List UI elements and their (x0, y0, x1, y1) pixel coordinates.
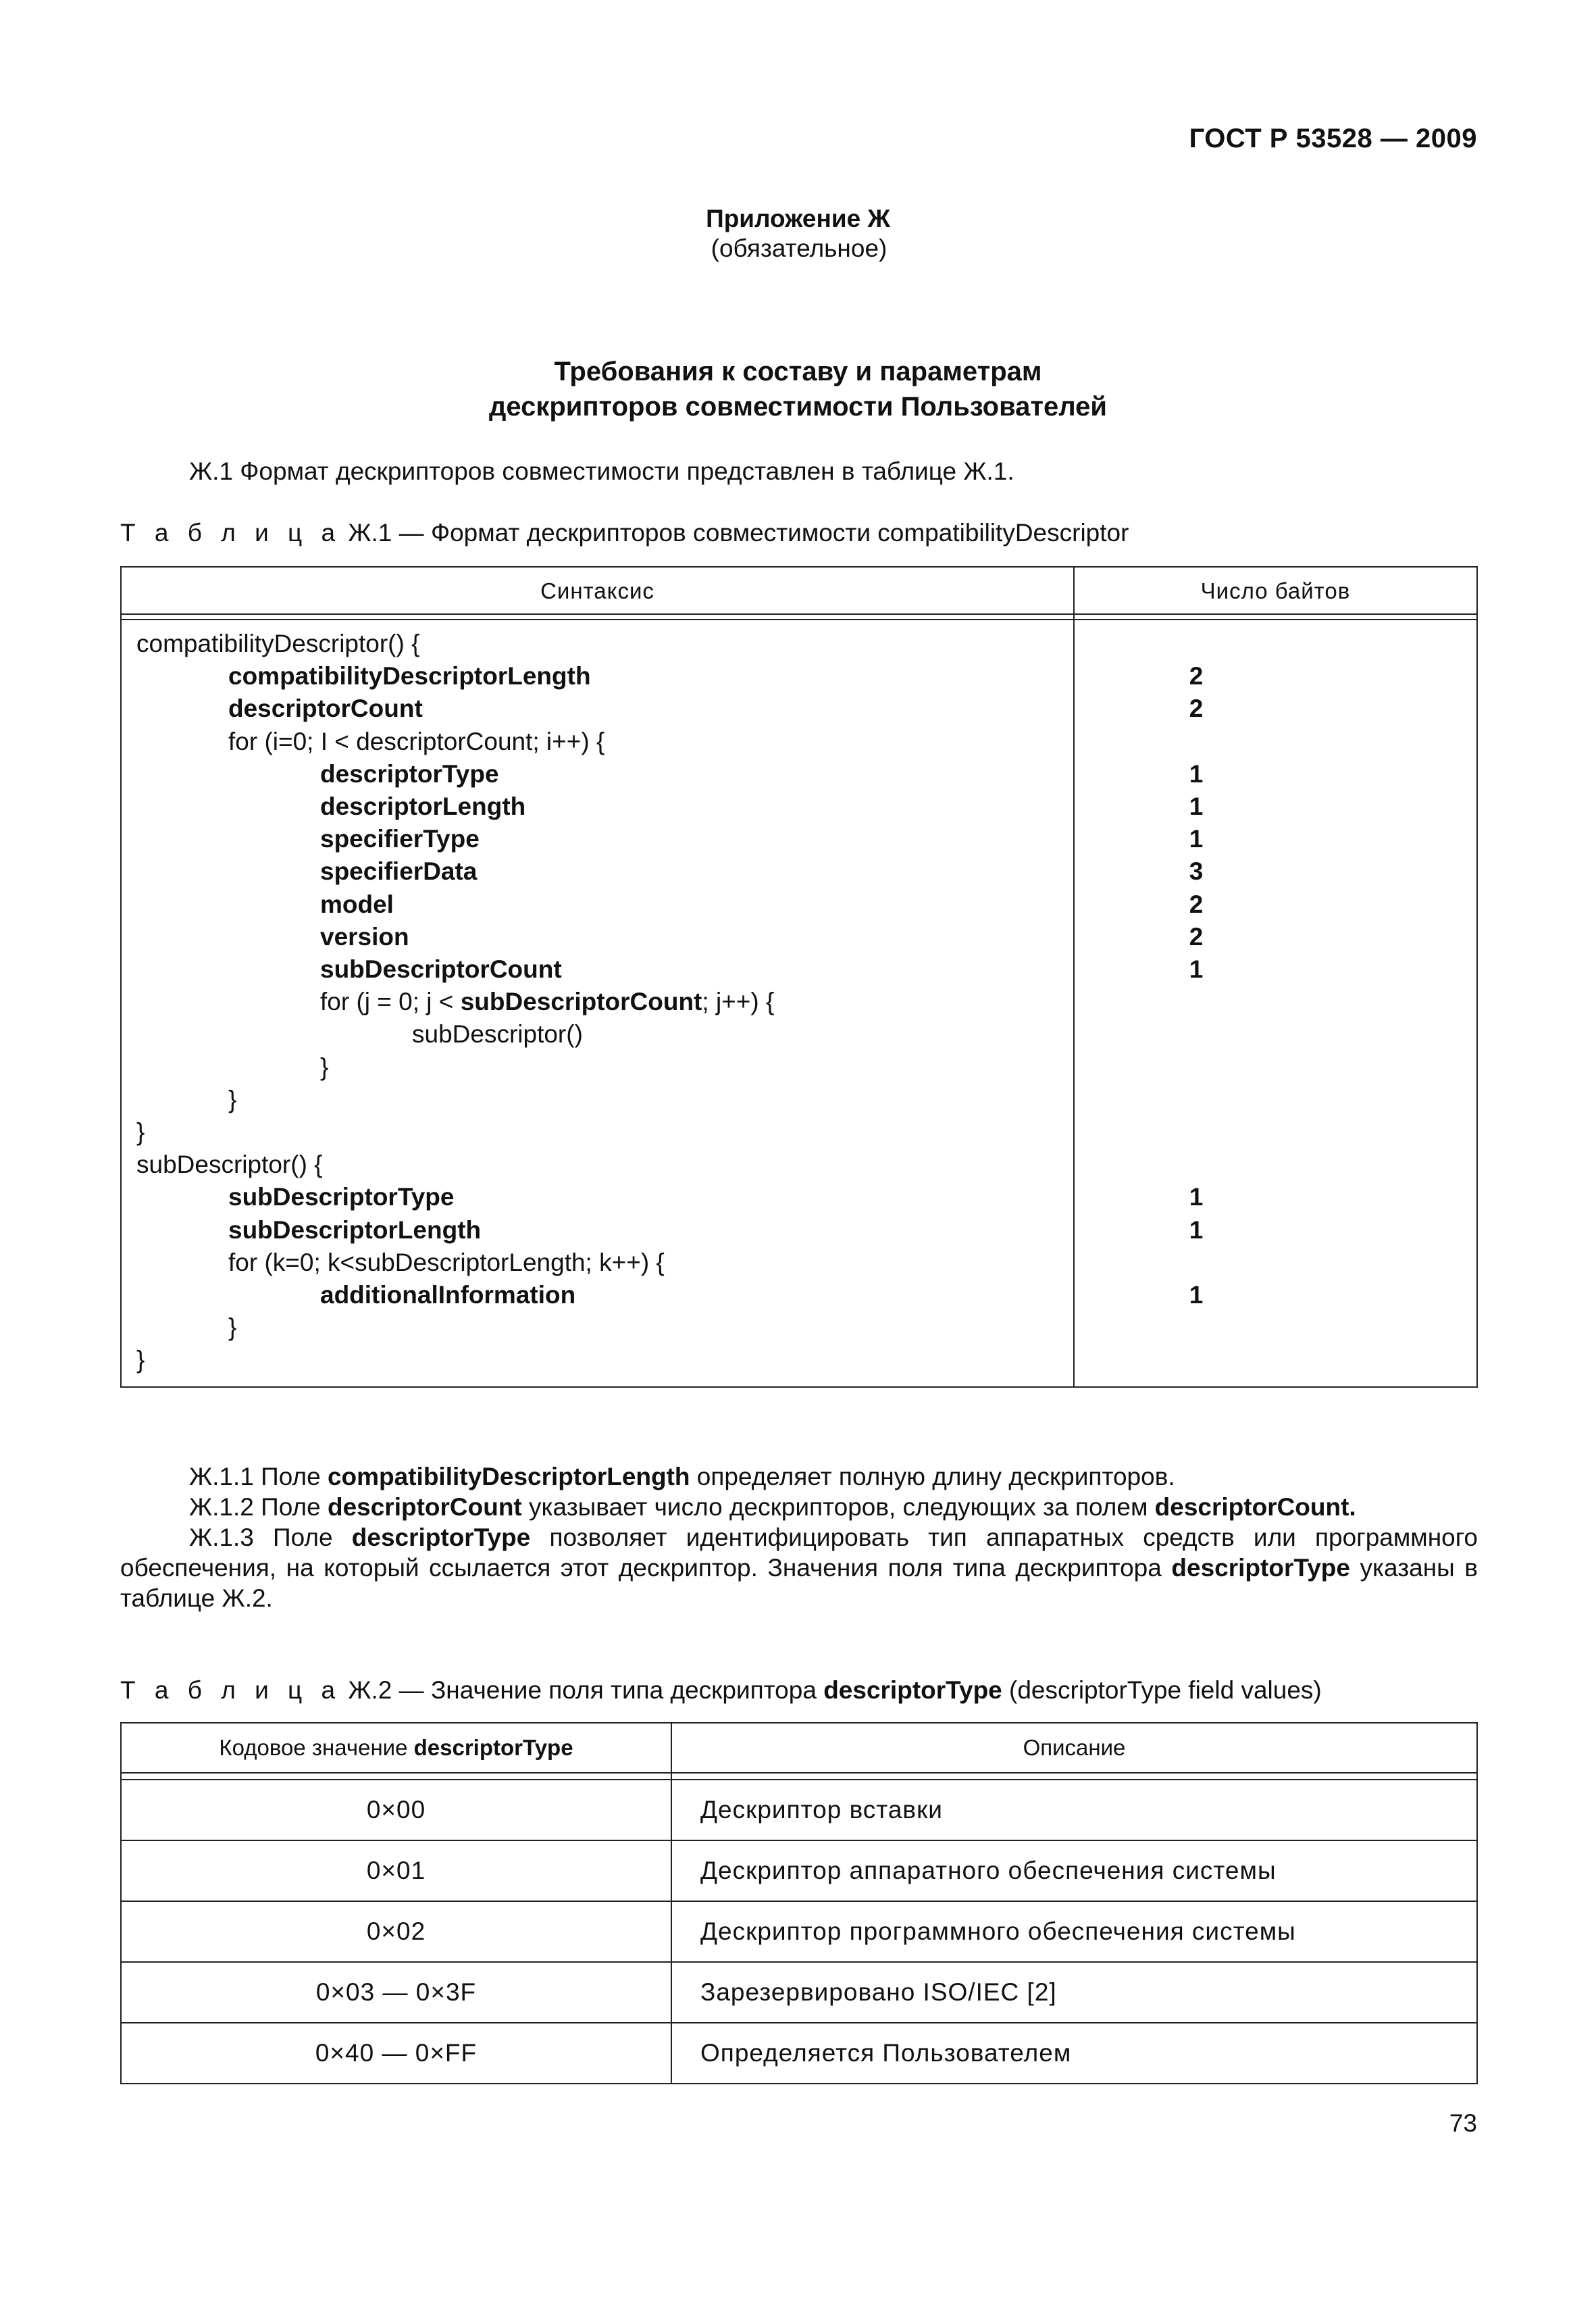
syntax-line: descriptorCount (228, 695, 423, 723)
syntax-table (120, 566, 1478, 1388)
syntax-line: version (320, 922, 409, 951)
byte-count: 1 (1189, 825, 1204, 853)
syntax-line: descriptorLength (320, 793, 526, 820)
annex-status: (обязательное) (711, 234, 887, 262)
descriptor-type-table (120, 1722, 1478, 2084)
table1-caption-text: Ж.1 — Формат дескрипторов совместимости compatibilityDescriptor (348, 519, 1129, 547)
syntax-line: additionalInformation (320, 1281, 576, 1309)
table1-header-rule-2 (122, 619, 1476, 620)
byte-count: 2 (1189, 695, 1204, 723)
description-cell: Дескриптор вставки (671, 1780, 1477, 1840)
description-cell: Дескриптор аппаратного обеспечения системы (671, 1840, 1477, 1901)
syntax-line: descriptorType (320, 759, 499, 788)
byte-count: 2 (1189, 662, 1204, 690)
description-cell: Определяется Пользователем (671, 2023, 1477, 2084)
syntax-line-part: ; j++) { (702, 988, 775, 1016)
code-value-cell: 0×02 (121, 1901, 671, 1962)
table2-sep-cell-1 (121, 1773, 671, 1780)
table1-header-bytes: Число байтов (1200, 578, 1351, 603)
p2-pre: Ж.1.2 Поле (189, 1493, 328, 1521)
p2-term2: descriptorCount. (1154, 1493, 1356, 1521)
table2-sep-cell-2 (671, 1773, 1477, 1780)
table-row (121, 1780, 1477, 1840)
intro-paragraph: Ж.1 Формат дескрипторов совместимости представлен в таблице Ж.1. (189, 457, 1014, 485)
p2-mid: указывает число дескрипторов, следующих за полем (521, 1493, 1155, 1521)
code-value-cell: 0×03 — 0×3F (121, 1962, 671, 2023)
syntax-line: } (228, 1313, 237, 1342)
byte-count: 1 (1189, 1183, 1204, 1211)
table2-caption (120, 1676, 1322, 1705)
paragraph-1-3 (120, 1522, 1478, 1613)
table1-header-syntax: Синтаксис (540, 578, 654, 603)
p3-mid: позволяет идентифицировать тип аппаратных средств или программного обеспечения, на который ссылается этот дескриптор. Значения поля типа дескриптора (120, 1524, 1478, 1582)
byte-count: 3 (1189, 857, 1204, 886)
annex-title: Приложение Ж (706, 205, 890, 232)
byte-count: 1 (1189, 1281, 1204, 1309)
table2-header-row (121, 1723, 1477, 1773)
p3-term2: descriptorType (1171, 1554, 1350, 1582)
syntax-line: } (136, 1346, 145, 1374)
syntax-line: specifierData (320, 857, 478, 886)
syntax-line: } (228, 1085, 237, 1113)
table-row (121, 2023, 1477, 2084)
syntax-line: for (i=0; I < descriptorCount; i++) { (228, 727, 605, 755)
syntax-line: } (320, 1053, 329, 1081)
code-value-cell: 0×00 (121, 1780, 671, 1840)
p2-term: descriptorCount (327, 1493, 522, 1521)
syntax-line: compatibilityDescriptor() { (136, 630, 420, 657)
syntax-line: subDescriptorCount (320, 955, 562, 983)
syntax-line (320, 988, 774, 1020)
syntax-line-part: subDescriptorCount (460, 988, 702, 1016)
table-row (121, 1962, 1477, 2023)
table1-caption-prefix: Т а б л и ц а (120, 519, 342, 547)
syntax-line: for (k=0; k<subDescriptorLength; k++) { (228, 1248, 665, 1276)
syntax-line: specifierType (320, 825, 480, 853)
p1-post: определяет полную длину дескрипторов. (690, 1463, 1175, 1490)
syntax-line: subDescriptorLength (228, 1215, 482, 1244)
syntax-line-part: for (j = 0; j < (320, 988, 461, 1016)
byte-count: 1 (1189, 759, 1204, 788)
byte-count: 1 (1189, 955, 1204, 983)
main-title-line-2: дескрипторов совместимости Пользователей (489, 392, 1107, 422)
p3-post: указаны в таблице Ж.2. (120, 1554, 1478, 1612)
standard-number: ГОСТ Р 53528 — 2009 (1189, 124, 1477, 153)
syntax-line: subDescriptorType (228, 1183, 455, 1211)
code-value-cell: 0×40 — 0×FF (121, 2023, 671, 2084)
p1-pre: Ж.1.1 Поле (189, 1463, 328, 1490)
byte-count: 1 (1189, 1215, 1204, 1244)
table2-header-code-pre: Кодовое значение (219, 1735, 414, 1760)
paragraph-1-2 (120, 1492, 1547, 1522)
p3-term: descriptorType (351, 1524, 531, 1551)
table-row (121, 1840, 1477, 1901)
syntax-line: subDescriptor() (412, 1020, 583, 1049)
byte-count: 2 (1189, 890, 1204, 918)
p3-pre: Ж.1.3 Поле (189, 1524, 352, 1551)
table2-caption-prefix: Т а б л и ц а (120, 1676, 342, 1704)
syntax-line: subDescriptor() { (136, 1151, 323, 1179)
byte-count: 2 (1189, 922, 1204, 951)
main-title-line-1: Требования к составу и параметрам (554, 357, 1042, 386)
table-row (121, 1901, 1477, 1962)
table2-header-code-term: descriptorType (413, 1735, 573, 1760)
p1-term: compatibilityDescriptorLength (327, 1463, 690, 1490)
table1-caption (120, 519, 1129, 547)
syntax-line: model (320, 890, 394, 918)
table2-header-separator (121, 1773, 1477, 1780)
table2-header-code (121, 1723, 671, 1773)
syntax-line: } (136, 1118, 145, 1146)
table2-caption-pre: Ж.2 — Значение поля типа дескриптора (348, 1676, 824, 1704)
description-cell: Зарезервировано ISO/IEC [2] (671, 1962, 1477, 2023)
table2-header-description: Описание (671, 1723, 1477, 1773)
table2-caption-post: (descriptorType field values) (1002, 1676, 1322, 1704)
table2-caption-term: descriptorType (823, 1676, 1002, 1704)
table1-header-rule (122, 613, 1476, 615)
page-number: 73 (1449, 2109, 1477, 2137)
code-value-cell: 0×01 (121, 1840, 671, 1901)
description-cell: Дескриптор программного обеспечения системы (671, 1901, 1477, 1962)
paragraph-1-1 (120, 1461, 1547, 1492)
syntax-line: compatibilityDescriptorLength (228, 662, 591, 690)
byte-count: 1 (1189, 793, 1204, 820)
